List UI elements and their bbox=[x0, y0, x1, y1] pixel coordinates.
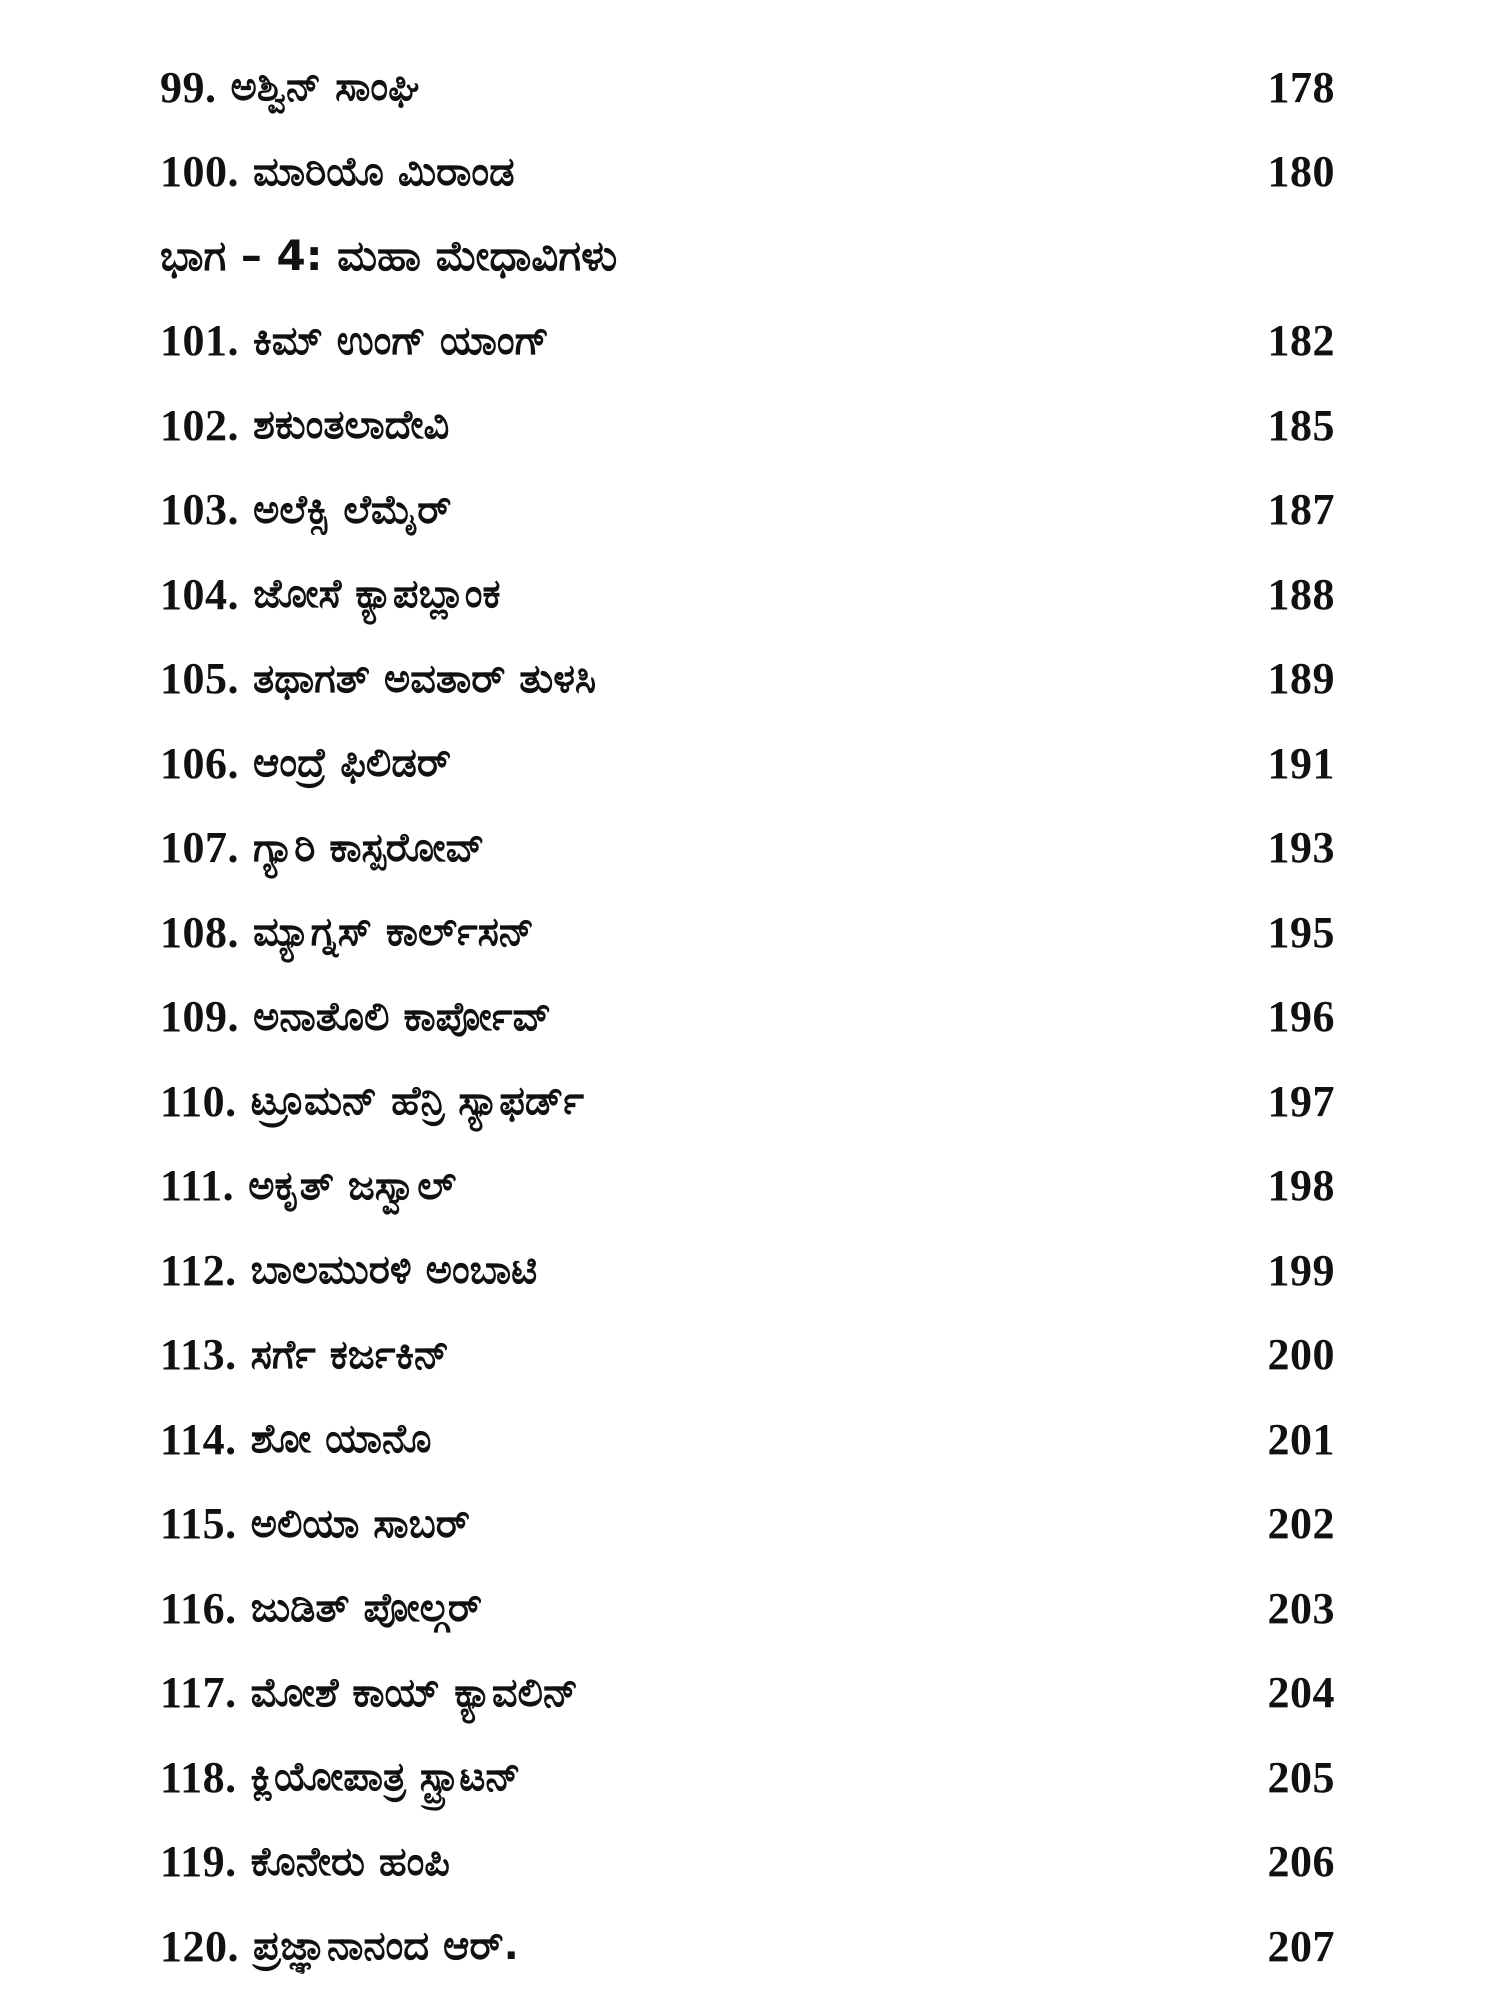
entry-page-number: 188 bbox=[1267, 569, 1335, 619]
entry-title: ಮೋಶೆ ಕಾಯ್ ಕ್ಯಾವಲಿನ್ bbox=[250, 1669, 579, 1716]
toc-entry bbox=[160, 1313, 1335, 1398]
entry-title: ಅಕೃತ್ ಜಸ್ವಾಲ್ bbox=[248, 1162, 457, 1209]
entry-page-number: 189 bbox=[1267, 654, 1335, 704]
toc-entry bbox=[160, 1482, 1335, 1567]
entry-number: 119. bbox=[160, 1837, 237, 1887]
toc-entry bbox=[160, 552, 1335, 637]
entry-title: ಆಂದ್ರೆ ಫಿಲಿಡರ್ bbox=[253, 740, 451, 787]
entry-number: 110. bbox=[160, 1076, 237, 1126]
toc-entry bbox=[160, 383, 1335, 468]
entry-number: 100. bbox=[160, 147, 239, 197]
entry-number: 106. bbox=[160, 738, 239, 788]
entry-page-number: 193 bbox=[1267, 823, 1335, 873]
entry-page-number: 199 bbox=[1267, 1245, 1335, 1295]
entry-title: ಶಕುಂತಲಾದೇವಿ bbox=[253, 402, 450, 449]
toc-entry bbox=[160, 721, 1335, 806]
entry-number: 109. bbox=[160, 992, 239, 1042]
entry-page-number: 206 bbox=[1267, 1837, 1335, 1887]
entry-page-number: 197 bbox=[1267, 1076, 1335, 1126]
entry-title: ಅಶ್ವಿನ್ ಸಾಂಘಿ bbox=[230, 64, 420, 111]
toc-entry bbox=[160, 45, 1335, 130]
entry-page-number: 202 bbox=[1267, 1499, 1335, 1549]
toc-entry bbox=[160, 1566, 1335, 1651]
entry-title: ಗ್ಯಾರಿ ಕಾಸ್ಪರೋವ್ bbox=[253, 824, 485, 871]
toc-entry bbox=[160, 1651, 1335, 1736]
toc-list bbox=[160, 45, 1335, 1989]
entry-page-number: 182 bbox=[1267, 316, 1335, 366]
entry-page-number: 196 bbox=[1267, 992, 1335, 1042]
toc-entry bbox=[160, 806, 1335, 891]
entry-title: ಬಾಲಮುರಳಿ ಅಂಬಾಟಿ bbox=[250, 1247, 538, 1294]
entry-title: ಜೋಸೆ ಕ್ಯಾಪಬ್ಲಾಂಕ bbox=[253, 571, 501, 618]
entry-number: 104. bbox=[160, 569, 239, 619]
entry-number: 113. bbox=[160, 1330, 237, 1380]
entry-number: 117. bbox=[160, 1668, 237, 1718]
entry-page-number: 191 bbox=[1267, 738, 1335, 788]
entry-page-number: 203 bbox=[1267, 1583, 1335, 1633]
entry-page-number: 200 bbox=[1267, 1330, 1335, 1380]
entry-number: 103. bbox=[160, 485, 239, 535]
toc-entry bbox=[160, 1228, 1335, 1313]
entry-title: ಶೋ ಯಾನೊ bbox=[250, 1416, 432, 1463]
entry-number: 112. bbox=[160, 1245, 237, 1295]
toc-entry bbox=[160, 975, 1335, 1060]
entry-number: 114. bbox=[160, 1414, 237, 1464]
entry-title: ಸರ್ಗೆ ಕರ್ಜಕಿನ್ bbox=[250, 1331, 450, 1378]
entry-number: 118. bbox=[160, 1752, 237, 1802]
entry-title: ಕೊನೇರು ಹಂಪಿ bbox=[250, 1838, 450, 1885]
entry-title: ಅಲಿಯಾ ಸಾಬರ್ bbox=[250, 1500, 470, 1547]
entry-title: ತಥಾಗತ್ ಅವತಾರ್ ತುಳಸಿ bbox=[253, 655, 597, 702]
entry-number: 105. bbox=[160, 654, 239, 704]
toc-entry bbox=[160, 1904, 1335, 1989]
entry-page-number: 180 bbox=[1267, 147, 1335, 197]
toc-entry bbox=[160, 468, 1335, 553]
entry-title: ಮಾರಿಯೊ ಮಿರಾಂಡ bbox=[253, 148, 515, 195]
entry-number: 107. bbox=[160, 823, 239, 873]
entry-number: 116. bbox=[160, 1583, 237, 1633]
entry-title: ಅನಾತೊಲಿ ಕಾರ್ಪೋವ್ bbox=[253, 993, 552, 1040]
entry-title: ಪ್ರಜ್ಞಾನಾನಂದ ಆರ್. bbox=[253, 1923, 519, 1970]
entry-title: ಟ್ರೂಮನ್ ಹೆನ್ರಿ ಸ್ಯಾಫರ್ಡ್ bbox=[250, 1078, 584, 1125]
entry-page-number: 185 bbox=[1267, 400, 1335, 450]
toc-entry bbox=[160, 1735, 1335, 1820]
section-heading: ಭಾಗ – 4: ಮಹಾ ಮೇಧಾವಿಗಳು bbox=[160, 231, 618, 281]
entry-page-number: 198 bbox=[1267, 1161, 1335, 1211]
entry-page-number: 204 bbox=[1267, 1668, 1335, 1718]
toc-entry bbox=[160, 1820, 1335, 1905]
entry-page-number: 205 bbox=[1267, 1752, 1335, 1802]
entry-number: 108. bbox=[160, 907, 239, 957]
toc-entry bbox=[160, 1059, 1335, 1144]
entry-number: 111. bbox=[160, 1161, 235, 1211]
entry-title: ಅಲೆಕ್ಸಿ ಲೆಮೈರ್ bbox=[253, 486, 452, 533]
entry-title: ಜುಡಿತ್ ಪೋಲ್ಗರ್ bbox=[250, 1585, 482, 1632]
entry-number: 102. bbox=[160, 400, 239, 450]
toc-entry bbox=[160, 1144, 1335, 1229]
entry-number: 99. bbox=[160, 62, 217, 112]
entry-page-number: 201 bbox=[1267, 1414, 1335, 1464]
entry-number: 115. bbox=[160, 1499, 237, 1549]
entry-title: ಕಿಮ್ ಉಂಗ್ ಯಾಂಗ್ bbox=[253, 317, 550, 364]
toc-entry bbox=[160, 299, 1335, 384]
entry-number: 120. bbox=[160, 1921, 239, 1971]
toc-entry bbox=[160, 890, 1335, 975]
entry-page-number: 187 bbox=[1267, 485, 1335, 535]
toc-entry bbox=[160, 130, 1335, 215]
entry-number: 101. bbox=[160, 316, 239, 366]
entry-page-number: 178 bbox=[1267, 62, 1335, 112]
entry-page-number: 195 bbox=[1267, 907, 1335, 957]
toc-entry bbox=[160, 1397, 1335, 1482]
entry-title: ಮ್ಯಾಗ್ನಸ್ ಕಾರ್ಲ್‌ಸನ್ bbox=[253, 909, 535, 956]
entry-page-number: 207 bbox=[1267, 1921, 1335, 1971]
entry-title: ಕ್ಲಿಯೋಪಾತ್ರ ಸ್ಟ್ರಾಟನ್ bbox=[250, 1754, 521, 1801]
toc-entry bbox=[160, 637, 1335, 722]
